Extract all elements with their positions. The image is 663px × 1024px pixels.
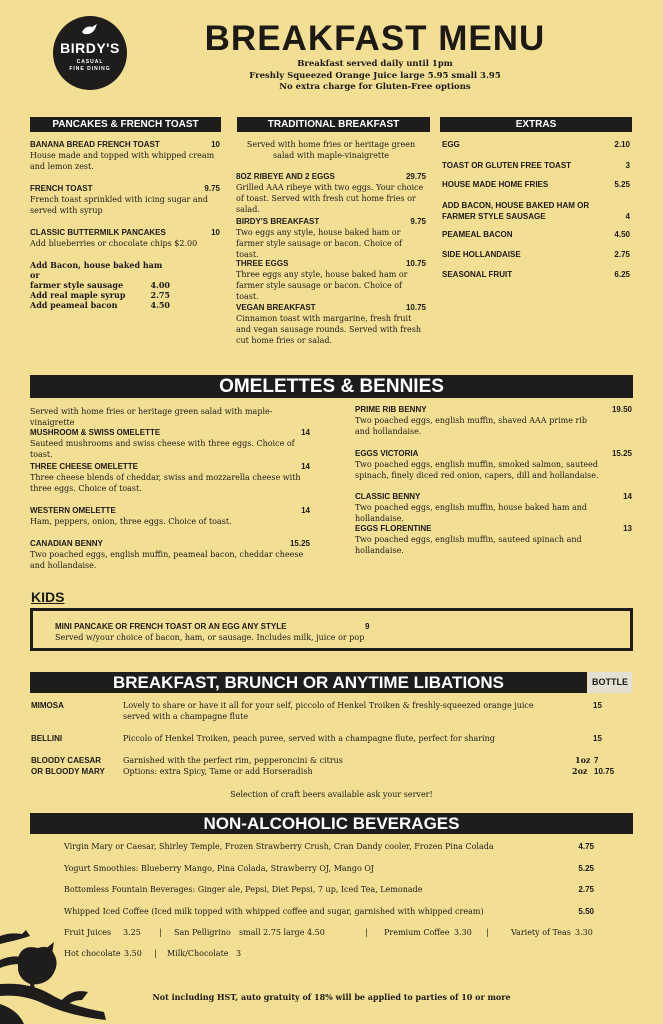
item-name: EGGS VICTORIA	[355, 449, 419, 458]
item-price: 10.75	[405, 259, 426, 268]
nonalc-row: Whipped Iced Coffee (Iced milk topped with whipped coffee and sugar, garnished with whipped cream) 5.50	[64, 906, 594, 916]
nonalc-heading: NON-ALCOHOLIC BEVERAGES	[30, 813, 633, 834]
item-desc: Two poached eggs, english muffin, smoked salmon, sauteed spinach, finely diced red onion, capers, dill and hollandaise.	[355, 460, 599, 480]
item-name: CANADIAN BENNY	[30, 539, 103, 548]
item-desc: Two poached eggs, english muffin, house baked ham and hollandaise.	[355, 503, 588, 523]
extras-list	[442, 139, 630, 289]
addon-row: farmer style sausage 4.00	[30, 280, 170, 290]
item-price: 15.25	[611, 449, 632, 458]
price-2oz: 10.75	[594, 767, 615, 776]
kids-item-desc: Served w/your choice of bacon, ham, or sausage. Includes milk, juice or pop	[55, 633, 365, 642]
menu-item	[236, 302, 426, 346]
item-desc: Two eggs any style, house baked ham or farmer style sausage or bacon. Choice of toast.	[236, 228, 403, 259]
extra-row: SIDE HOLLANDAISE 2.75	[442, 250, 630, 259]
omelettes-right	[355, 404, 632, 556]
item-name: BANANA BREAD FRENCH TOAST	[30, 140, 160, 149]
libation-desc: Garnished with the perfect rim, pepperoncini & citrus	[123, 756, 343, 765]
item-desc: Ham, peppers, onion, three eggs. Choice of toast.	[30, 517, 232, 526]
libation-row	[31, 755, 631, 779]
addon-row: Add Bacon, house baked ham or	[30, 260, 163, 280]
omelettes-left	[30, 406, 310, 571]
item-price: 9.75	[204, 184, 220, 193]
addon-row: Add peameal bacon 4.50	[30, 300, 170, 310]
libation-name: BLOODY CAESAR	[31, 756, 102, 765]
craft-beer-note: Selection of craft beers available ask your server!	[230, 790, 433, 799]
menu-item	[30, 183, 220, 227]
item-desc: French toast sprinkled with icing sugar and served with syrup	[30, 195, 208, 215]
item-desc: Grilled AAA ribeye with two eggs. Your choice of toast. Served with fresh cut home fries or salad.	[236, 183, 424, 214]
traditional-list	[236, 139, 426, 346]
item-price: 10	[211, 228, 220, 237]
libation-desc-2: Options: extra Spicy, Tame or add Horseradish	[123, 767, 313, 776]
omelettes-heading: OMELETTES & BENNIES	[30, 375, 633, 398]
item-price: 29.75	[405, 172, 426, 181]
nonalc-row: Virgin Mary or Caesar, Shirley Temple, Frozen Strawberry Crush, Cran Dandy cooler, Frozen Pina Colada 4.75	[64, 842, 594, 851]
kids-heading: KIDS	[31, 589, 65, 605]
extras-heading: EXTRAS	[440, 117, 632, 132]
item-name: MUSHROOM & SWISS OMELETTE	[30, 428, 161, 437]
item-desc: Three cheese blends of cheddar, swiss and mozzarella cheese with three eggs. Choice of toast.	[30, 473, 301, 493]
libation-price: 15	[593, 701, 602, 710]
extra-row: SEASONAL FRUIT 6.25	[442, 270, 630, 279]
oj-line: Freshly Squeezed Orange Juice large 5.95 small 3.95	[249, 70, 501, 81]
addon-row: Add real maple syrup 2.75	[30, 290, 170, 300]
item-price: 14	[623, 492, 632, 501]
item-price: 15.25	[289, 539, 310, 548]
menu-item	[30, 139, 220, 183]
extra-row: HOUSE MADE HOME FRIES 5.25	[442, 180, 630, 189]
item-price: 9.75	[410, 217, 426, 226]
drinks-row-2: Hot chocolate 3.50 | Milk/Chocolate 3	[64, 949, 242, 958]
price-1oz: 7	[594, 756, 599, 765]
item-price: 14	[301, 506, 310, 515]
item-price: 13	[623, 524, 632, 533]
item-name: FRENCH TOAST	[30, 184, 93, 193]
item-price: 19.50	[611, 405, 632, 414]
item-desc: Two poached eggs, english muffin, sauteed spinach and hollandaise.	[355, 535, 582, 555]
item-name: PRIME RIB BENNY	[355, 405, 427, 414]
libation-row	[31, 733, 631, 747]
libation-desc: Lovely to share or have it all for your self, piccolo of Henkel Troiken & freshly-squeezed orange juice	[123, 701, 534, 710]
menu-item	[30, 538, 310, 571]
logo-badge	[53, 16, 127, 90]
item-price: 14	[301, 428, 310, 437]
item-price: 10	[211, 140, 220, 149]
item-name: EGGS FLORENTINE	[355, 524, 432, 533]
item-name: WESTERN OMELETTE	[30, 506, 116, 515]
item-desc: Add blueberries or chocolate chips $2.00	[30, 239, 198, 248]
item-desc: Sauteed mushrooms and swiss cheese with three eggs. Choice of toast.	[30, 439, 295, 459]
footer-note: Not including HST, auto gratuity of 18% will be applied to parties of 10 or more	[152, 992, 511, 1002]
addons-list	[30, 260, 170, 310]
menu-item	[30, 227, 220, 260]
kids-item-name: MINI PANCAKE OR FRENCH TOAST OR AN EGG ANY STYLE	[55, 622, 287, 631]
logo-sub: CASUAL	[76, 59, 104, 65]
pancakes-heading: PANCAKES & FRENCH TOAST	[30, 117, 221, 132]
menu-item	[30, 427, 310, 461]
nonalc-row: Bottomless Fountain Beverages: Ginger ale, Pepsi, Diet Pepsi, 7 up, Iced Tea, Lemonade 2.75	[64, 885, 594, 894]
logo-name: BIRDY'S	[60, 40, 120, 56]
menu-item	[355, 448, 632, 491]
item-desc: Two poached eggs, english muffin, shaved AAA prime rib and hollandaise.	[355, 416, 587, 436]
extra-row: ADD BACON, HOUSE BAKED HAM OR FARMER STYLE SAUSAGE 4	[442, 201, 630, 221]
nonalc-list	[64, 841, 594, 927]
menu-item	[236, 258, 426, 302]
libation-row	[31, 700, 631, 730]
item-name: THREE EGGS	[236, 259, 289, 268]
logo-sub2: FINE DINING	[69, 66, 111, 72]
page-title: BREAKFAST MENU	[204, 19, 546, 58]
libation-desc-2: served with a champagne flute	[123, 712, 249, 721]
item-name: CLASSIC BENNY	[355, 492, 421, 501]
item-name: BIRDY'S BREAKFAST	[236, 217, 320, 226]
libation-desc: Piccolo of Henkel Troiken, peach puree, served with a champagne flute, perfect for sharing	[123, 734, 495, 743]
item-price: 10.75	[405, 303, 426, 312]
header-lines	[150, 59, 600, 94]
item-name: CLASSIC BUTTERMILK PANCAKES	[30, 228, 166, 237]
bird-logo-icon	[80, 23, 100, 37]
item-desc: House made and topped with whipped cream and lemon zest.	[30, 151, 215, 171]
menu-item	[355, 523, 632, 556]
kids-item-price: 9	[365, 622, 370, 631]
pancakes-list	[30, 139, 220, 310]
libation-price: 15	[593, 734, 602, 743]
kids-box	[30, 608, 633, 651]
libation-name-2: OR BLOODY MARY	[31, 767, 105, 776]
size-2oz: 2oz	[572, 766, 588, 776]
item-name: VEGAN BREAKFAST	[236, 303, 316, 312]
menu-item	[30, 461, 310, 505]
drinks-row-1: Fruit Juices 3.25 | San Pelligrino small 2.75 large 4.50 | Premium Coffee 3.30 | Variety of Teas 3.30	[64, 928, 593, 937]
bird-branch-silhouette-icon	[0, 924, 110, 1024]
item-desc: Cinnamon toast with margarine, fresh fruit and vegan sausage rounds. Served with fresh cut home fries or salad.	[236, 314, 422, 345]
menu-item	[355, 404, 632, 448]
item-desc: Two poached eggs, english muffin, peameal bacon, cheddar cheese and hollandaise.	[30, 550, 304, 570]
traditional-intro: Served with home fries or heritage green salad with maple-vinaigrette	[246, 140, 416, 160]
gf-line: No extra charge for Gluten-Free options	[279, 82, 471, 92]
hours-line: Breakfast served daily until 1pm	[297, 59, 453, 69]
size-1oz: 1oz	[575, 755, 591, 765]
menu-item	[355, 491, 632, 523]
extra-row: TOAST OR GLUTEN FREE TOAST 3	[442, 161, 630, 170]
item-price: 14	[301, 462, 310, 471]
libations-heading: BREAKFAST, BRUNCH OR ANYTIME LIBATIONS	[30, 672, 587, 693]
nonalc-row: Yogurt Smoothies: Blueberry Mango, Pina Colada, Strawberry OJ, Mango OJ 5.25	[64, 863, 594, 873]
libation-name: MIMOSA	[31, 701, 64, 710]
item-name: THREE CHEESE OMELETTE	[30, 462, 139, 471]
item-name: 8OZ RIBEYE AND 2 EGGS	[236, 172, 335, 181]
traditional-heading: TRADITIONAL BREAKFAST	[237, 117, 430, 132]
menu-item	[236, 216, 426, 258]
libation-name: BELLINI	[31, 734, 63, 743]
extra-row: PEAMEAL BACON 4.50	[442, 230, 630, 239]
omelettes-intro: Served with home fries or heritage green salad with maple-vinaigrette	[30, 407, 273, 427]
item-desc: Three eggs any style, house baked ham or farmer style sausage or bacon. Choice of toast.	[236, 270, 408, 301]
bottle-label: BOTTLE	[588, 672, 632, 693]
menu-item	[30, 505, 310, 538]
menu-item	[236, 171, 426, 216]
extra-row: EGG 2.10	[442, 140, 630, 149]
